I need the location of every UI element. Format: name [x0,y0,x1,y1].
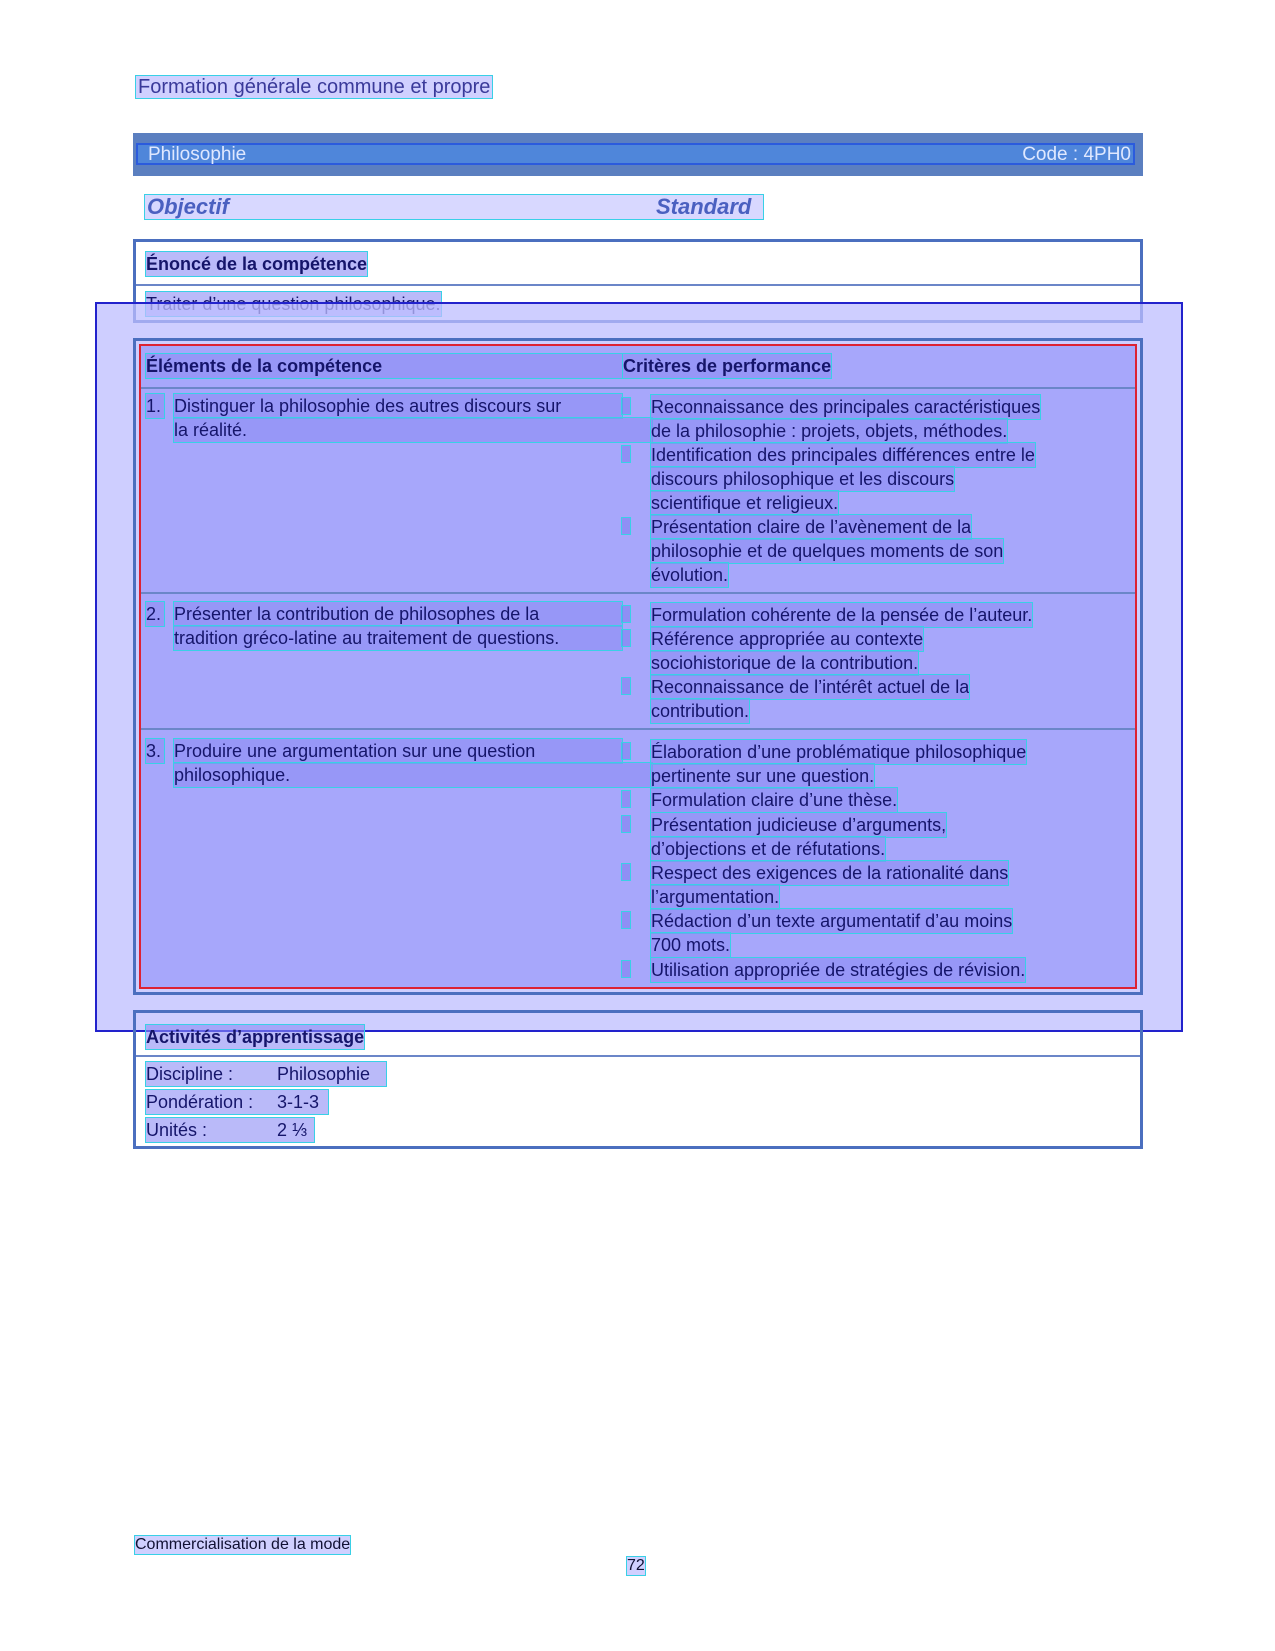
criterion-line: l’argumentation. [651,887,780,907]
bullet-icon [622,398,630,414]
criterion-line: Reconnaissance de l’intérêt actuel de la [651,677,970,697]
objective-standard-bar [145,195,763,219]
criterion-line: de la philosophie : projets, objets, méthodes. [651,421,1008,441]
criterion-line: Présentation judicieuse d’arguments, [651,815,947,835]
elements-heading: Éléments de la compétence [146,354,622,378]
unites-label: Unités : [146,1120,208,1140]
activites-box [133,1010,1143,1149]
criterion-line: d’objections et de réfutations. [651,839,886,859]
criterion-line: discours philosophique et les discours [651,469,955,489]
course-banner [133,133,1143,176]
criterion-line: Formulation claire d’une thèse. [651,790,898,810]
header-divider [141,387,1135,389]
course-code: Code : 4PH0 [1022,144,1131,165]
criterion-line: Formulation cohérente de la pensée de l’auteur. [651,605,1033,625]
bullet-icon [622,791,630,807]
document-header-title: Formation générale commune et propre [138,76,491,98]
discipline-label: Discipline : [146,1064,234,1084]
element-number: 2. [146,602,164,626]
elements-table [133,338,1143,995]
unites-row [146,1118,314,1142]
standard-label: Standard [656,194,752,219]
bullet-icon [622,606,630,622]
bullet-icon [622,678,630,694]
ponderation-value: 3-1-3 [277,1092,320,1112]
criterion-line: 700 mots. [651,935,731,955]
elements-table-inner [139,344,1137,989]
element-text-line: Produire une argumentation sur une question [174,739,622,763]
criterion-line: Présentation claire de l’avènement de la [651,517,972,537]
discipline-value: Philosophie [277,1064,371,1084]
row-divider [141,592,1135,594]
criterion-line: Respect des exigences de la rationalité dans [651,863,1009,883]
objectif-label: Objectif [147,194,229,219]
criterion-line: philosophie et de quelques moments de son [651,541,1004,561]
bullet-icon [622,864,630,880]
element-number: 1. [146,394,164,418]
bullet-icon [622,961,630,977]
criterion-line: Reconnaissance des principales caractéristiques [651,397,1041,417]
activites-divider [136,1055,1140,1057]
criterion-line: pertinente sur une question. [651,766,875,786]
element-text-line: philosophique. [174,763,652,787]
bullet-icon [622,630,630,646]
element-number: 3. [146,739,164,763]
criterion-line: Rédaction d’un texte argumentatif d’au moins [651,911,1013,931]
footer-page-number: 72 [627,1557,645,1574]
element-text-line: Distinguer la philosophie des autres discours sur [174,394,622,418]
bullet-icon [622,816,630,832]
bullet-icon [622,743,630,759]
enonce-divider [136,284,1140,286]
criterion-line: sociohistorique de la contribution. [651,653,919,673]
activites-heading: Activités d’apprentissage [146,1027,365,1047]
ponderation-row [146,1090,328,1114]
footer-program: Commercialisation de la mode [135,1536,351,1553]
course-banner-inner [136,143,1135,165]
criteres-heading: Critères de performance [623,356,832,376]
element-text-line: Présenter la contribution de philosophes de la [174,602,622,626]
row-divider [141,728,1135,730]
criterion-line: Référence appropriée au contexte [651,629,924,649]
criterion-line: Élaboration d’une problématique philosophique [651,742,1027,762]
enonce-heading: Énoncé de la compétence [146,254,368,274]
course-subject: Philosophie [148,144,247,165]
bullet-icon [622,446,630,462]
bullet-icon [622,912,630,928]
element-text-line: tradition gréco-latine au traitement de questions. [174,626,622,650]
criterion-line: Utilisation appropriée de stratégies de révision. [651,960,1026,980]
criterion-line: scientifique et religieux. [651,493,839,513]
discipline-row [146,1062,386,1086]
criterion-line: Identification des principales différences entre le [651,445,1035,465]
criterion-line: évolution. [651,565,729,585]
ponderation-label: Pondération : [146,1092,254,1112]
unites-value: 2 ⅓ [277,1120,308,1140]
criterion-line: contribution. [651,701,750,721]
element-text-line: la réalité. [174,418,652,442]
bullet-icon [622,518,630,534]
